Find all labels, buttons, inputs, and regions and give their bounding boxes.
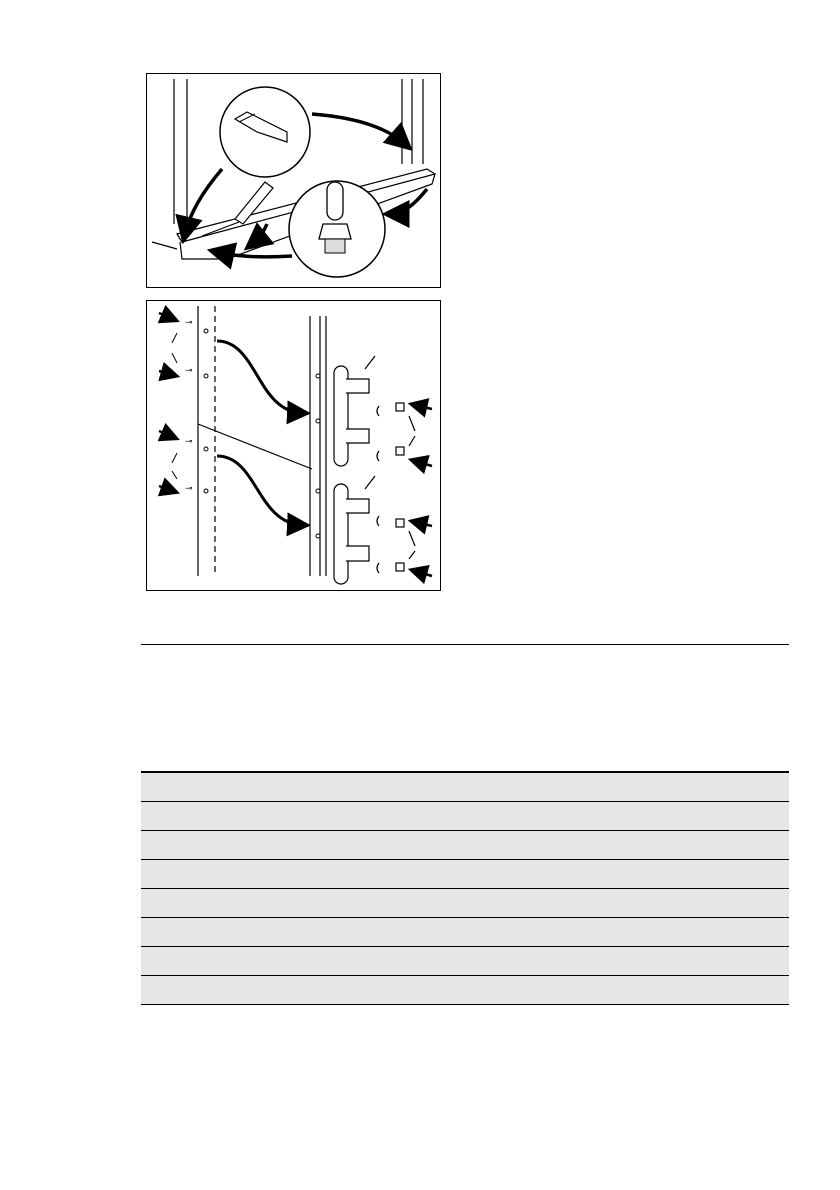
svg-text:⊸: ⊸ — [185, 436, 193, 446]
door-hinge-removal-illustration — [146, 73, 441, 288]
cover-caps-right — [377, 403, 415, 573]
door-edge-lines — [198, 306, 326, 576]
table-cell — [141, 917, 465, 946]
table-cell — [141, 946, 465, 975]
table-row — [141, 888, 789, 917]
table-row — [141, 801, 789, 830]
door-handles — [334, 356, 375, 584]
hinge-bracket-detail — [220, 87, 310, 177]
table-cell — [465, 859, 789, 888]
table-cell — [465, 772, 789, 801]
table-cell — [141, 801, 465, 830]
table-cell — [141, 830, 465, 859]
pointer-arrows-right — [415, 405, 432, 576]
table-row — [141, 946, 789, 975]
table-row — [141, 859, 789, 888]
door-handle-reversal-illustration — [146, 300, 441, 591]
section-divider — [141, 644, 789, 645]
screwdriver-icon — [202, 182, 273, 236]
pointer-arrows-left — [159, 313, 173, 491]
table-cell — [141, 772, 465, 801]
table-cell — [141, 888, 465, 917]
svg-text:⊸: ⊸ — [185, 317, 193, 327]
table-row — [141, 917, 789, 946]
hinge-pin-detail — [289, 181, 385, 277]
svg-text:⊸: ⊸ — [185, 365, 193, 375]
specification-table — [141, 771, 789, 1005]
table-row — [141, 975, 789, 1004]
svg-text:⊸: ⊸ — [185, 483, 193, 493]
table-cell — [465, 888, 789, 917]
table-cell — [141, 975, 465, 1004]
screws-left — [172, 317, 193, 493]
transfer-arrows — [217, 341, 302, 525]
table-cell — [465, 917, 789, 946]
table-cell — [465, 946, 789, 975]
table-cell — [465, 830, 789, 859]
table-cell — [141, 859, 465, 888]
hinge-removal-drawing — [147, 74, 442, 289]
table-cell — [465, 801, 789, 830]
table-row — [141, 772, 789, 801]
handle-reversal-drawing — [147, 301, 442, 592]
table-row — [141, 830, 789, 859]
table-cell — [465, 975, 789, 1004]
